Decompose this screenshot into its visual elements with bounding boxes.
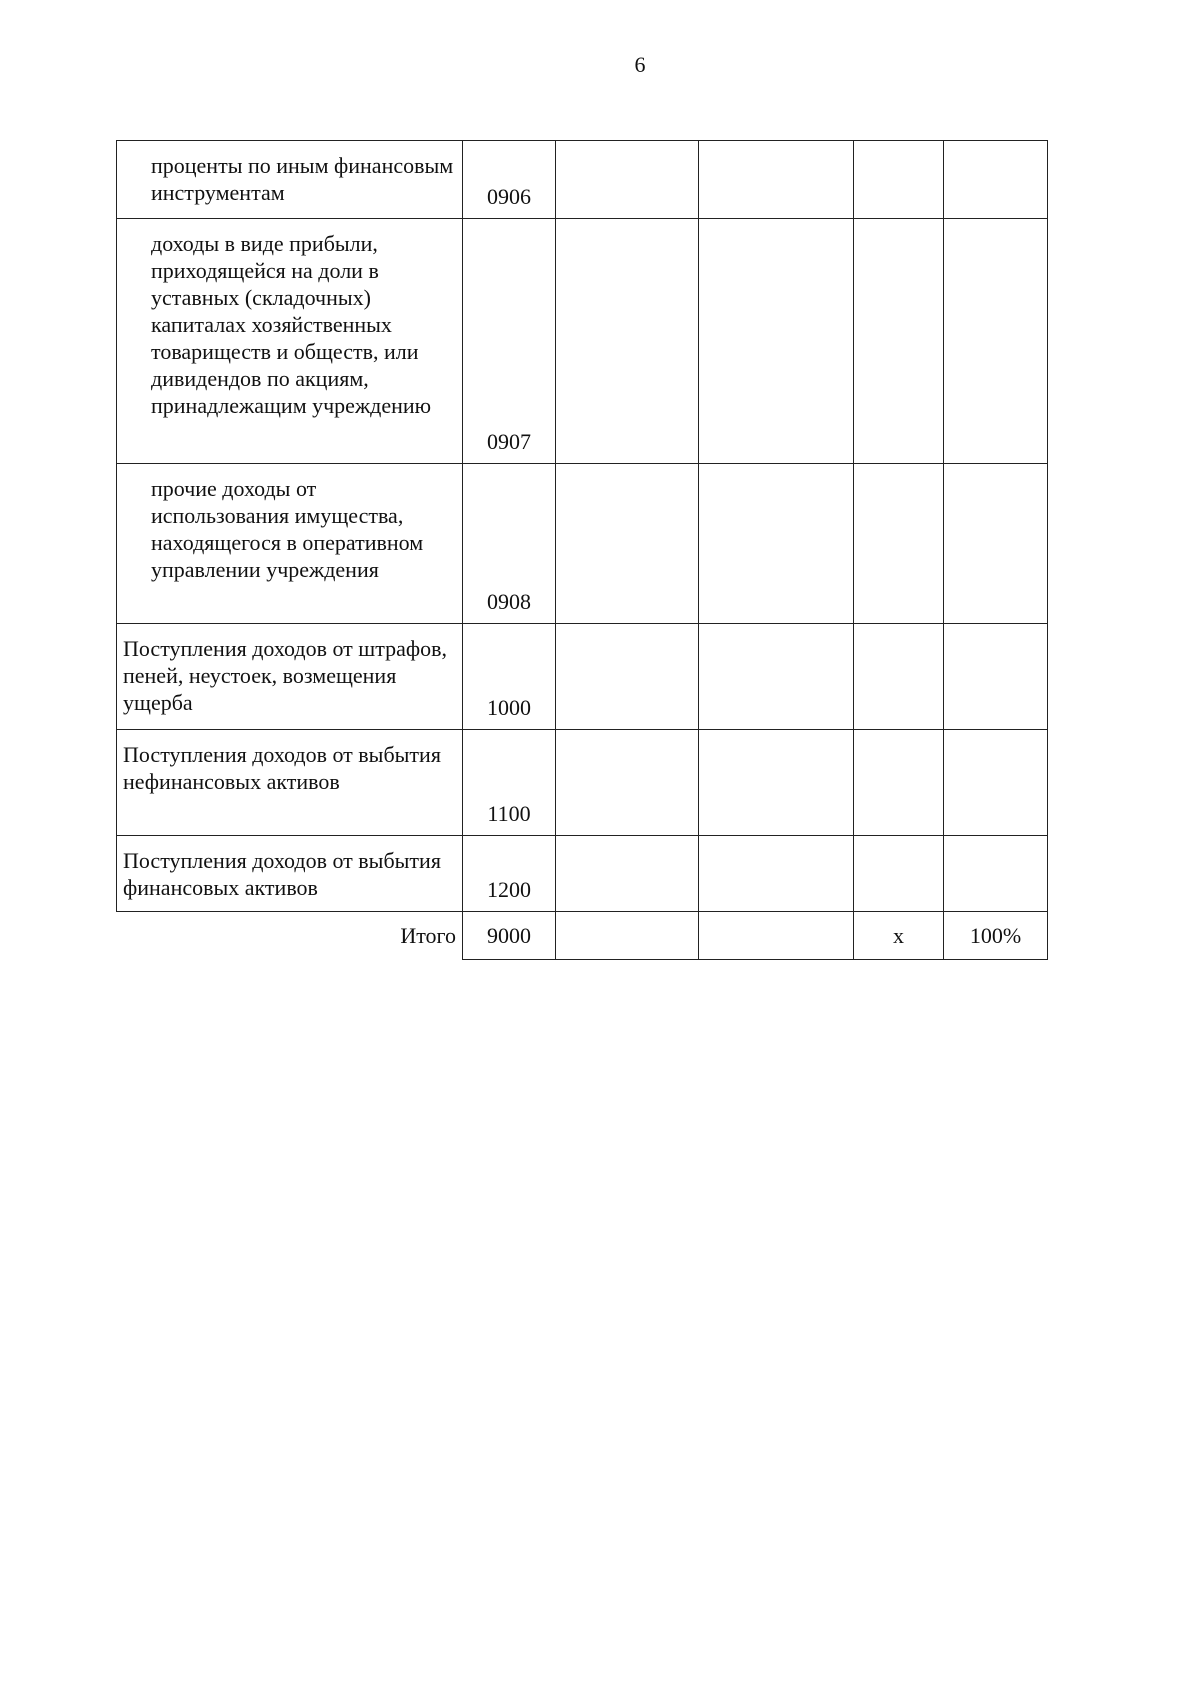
- value-cell: [854, 464, 944, 624]
- total-col6: 100%: [969, 923, 1022, 948]
- row-code: 0907: [487, 429, 531, 454]
- row-code: 1200: [487, 877, 531, 902]
- value-cell: [556, 464, 699, 624]
- row-name-cell: [117, 219, 463, 464]
- row-code: 0906: [487, 184, 531, 209]
- row-code-cell: [463, 730, 556, 836]
- row-code: 1100: [487, 801, 531, 826]
- value-cell: [944, 219, 1048, 464]
- total-col5: x: [893, 923, 904, 948]
- row-name: Поступления доходов от штрафов, пеней, неустоек, возмещения ущерба: [123, 636, 448, 715]
- value-cell: [699, 912, 854, 960]
- table-row: [117, 141, 1048, 219]
- value-cell: [699, 836, 854, 912]
- row-name: Поступления доходов от выбытия нефинансовых активов: [123, 742, 441, 794]
- value-cell: [699, 141, 854, 219]
- value-cell: [556, 141, 699, 219]
- value-cell: [854, 141, 944, 219]
- table-row: [117, 464, 1048, 624]
- value-cell: [556, 912, 699, 960]
- value-cell: [944, 730, 1048, 836]
- total-row: [117, 912, 1048, 960]
- row-code: 1000: [487, 695, 531, 720]
- row-code-cell: [463, 836, 556, 912]
- page-number: 6: [634, 52, 646, 77]
- table-row: [117, 624, 1048, 730]
- value-cell: [944, 464, 1048, 624]
- value-cell: [699, 219, 854, 464]
- income-table: [116, 140, 1048, 960]
- total-label-cell: [117, 912, 463, 960]
- row-code-cell: [463, 624, 556, 730]
- total-code-cell: [463, 912, 556, 960]
- value-cell: [944, 624, 1048, 730]
- row-name-cell: [117, 624, 463, 730]
- total-col6-cell: [944, 912, 1048, 960]
- row-code-cell: [463, 141, 556, 219]
- row-name-cell: [117, 730, 463, 836]
- table-row: [117, 219, 1048, 464]
- value-cell: [944, 836, 1048, 912]
- row-name-cell: [117, 464, 463, 624]
- value-cell: [854, 836, 944, 912]
- value-cell: [699, 624, 854, 730]
- row-code-cell: [463, 219, 556, 464]
- value-cell: [556, 219, 699, 464]
- row-code-cell: [463, 464, 556, 624]
- total-code: 9000: [487, 923, 531, 948]
- value-cell: [854, 730, 944, 836]
- row-name: Поступления доходов от выбытия финансовых активов: [123, 848, 441, 900]
- value-cell: [699, 730, 854, 836]
- row-name: доходы в виде прибыли, приходящейся на доли в уставных (складочных) капиталах хозяйственных товариществ и обществ, или дивидендов по акциям, принадлежащим учреждению: [151, 231, 432, 418]
- table-row: [117, 836, 1048, 912]
- value-cell: [556, 730, 699, 836]
- total-label: Итого: [400, 923, 456, 948]
- row-name: проценты по иным финансовым инструментам: [151, 153, 454, 205]
- row-name: прочие доходы от использования имущества, находящегося в оперативном управлении учреждения: [151, 476, 424, 582]
- value-cell: [854, 624, 944, 730]
- value-cell: [944, 141, 1048, 219]
- value-cell: [699, 464, 854, 624]
- row-name-cell: [117, 836, 463, 912]
- value-cell: [854, 219, 944, 464]
- row-code: 0908: [487, 589, 531, 614]
- value-cell: [556, 624, 699, 730]
- row-name-cell: [117, 141, 463, 219]
- table-row: [117, 730, 1048, 836]
- value-cell: [556, 836, 699, 912]
- total-col5-cell: [854, 912, 944, 960]
